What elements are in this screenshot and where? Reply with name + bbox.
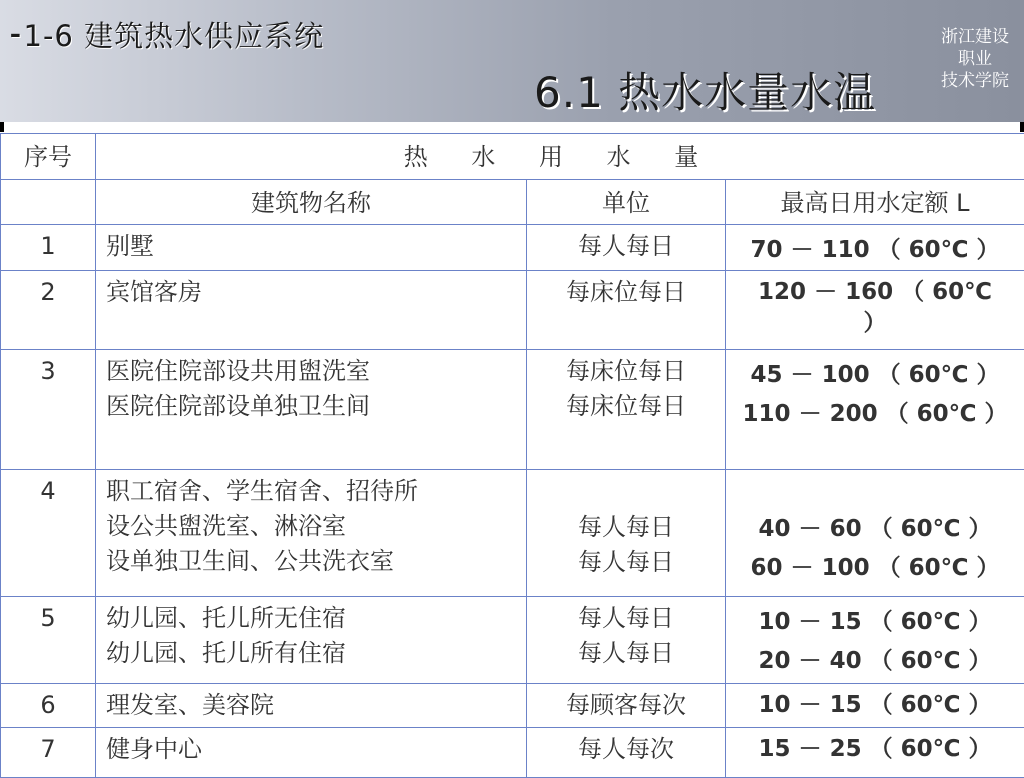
empty-cell (1, 180, 96, 225)
quota (726, 470, 1024, 597)
school-name-line: 技术学院 (930, 70, 1020, 92)
row-no: 1 (1, 225, 96, 271)
unit (527, 350, 726, 470)
building-name-line: 理发室、美容院 (106, 688, 526, 723)
quota-line: 20 － 40 （ 60℃ ） (726, 642, 1024, 681)
section-title: 6.1 热水水量水温 (534, 60, 876, 120)
building-name (96, 225, 527, 271)
quota (726, 225, 1024, 271)
quota-line: ） (726, 308, 1024, 339)
quota (726, 684, 1024, 728)
quota-line: 45 － 100 （ 60℃ ） (726, 356, 1024, 395)
building-name-line: 幼儿园、托儿所有住宿 (106, 636, 526, 671)
table-header-row (1, 134, 1024, 180)
unit-line: 每人每日 (527, 229, 725, 264)
building-name (96, 728, 527, 778)
unit (527, 597, 726, 684)
quota-line: 120 － 160 （ 60℃ (726, 277, 1024, 308)
building-name-line: 宾馆客房 (106, 275, 526, 310)
header-no: 序号 (1, 134, 96, 180)
table-row (1, 684, 1024, 728)
table-subheader-row (1, 180, 1024, 225)
unit (527, 728, 726, 778)
unit-line: 每人每日 (527, 510, 725, 545)
row-no: 7 (1, 728, 96, 778)
quota-line: 110 － 200 （ 60℃ ） (726, 395, 1024, 434)
building-name-line: 设公共盥洗室、淋浴室 (106, 509, 526, 544)
unit-line: 每人每次 (527, 732, 725, 767)
slide-header (0, 0, 1024, 122)
quota-line: 40 － 60 （ 60℃ ） (726, 510, 1024, 549)
building-name-line: 别墅 (106, 229, 526, 264)
quota-line: 60 － 100 （ 60℃ ） (726, 549, 1024, 588)
building-name-line: 设单独卫生间、公共洗衣室 (106, 544, 526, 579)
unit-line: 每人每日 (527, 601, 725, 636)
building-name (96, 350, 527, 470)
table-row (1, 728, 1024, 778)
col-building-name: 建筑物名称 (96, 180, 527, 225)
building-name-line: 幼儿园、托儿所无住宿 (106, 601, 526, 636)
hot-water-quota-table (0, 133, 1024, 778)
unit-line: 每人每日 (527, 545, 725, 580)
quota (726, 350, 1024, 470)
col-unit: 单位 (527, 180, 726, 225)
quota-line: 10 － 15 （ 60℃ ） (726, 603, 1024, 642)
building-name (96, 271, 527, 350)
unit (527, 225, 726, 271)
building-name (96, 470, 527, 597)
row-no: 3 (1, 350, 96, 470)
row-no: 2 (1, 271, 96, 350)
quota (726, 728, 1024, 778)
building-name (96, 684, 527, 728)
chapter-title: ⁃1-6 建筑热水供应系统 (8, 14, 324, 55)
building-name-line: 医院住院部设单独卫生间 (106, 389, 526, 424)
quota-line: 70 － 110 （ 60℃ ） (726, 231, 1024, 270)
school-name-line: 职业 (930, 48, 1020, 70)
row-no: 6 (1, 684, 96, 728)
divider (0, 122, 4, 132)
quota-line: 15 － 25 （ 60℃ ） (726, 730, 1024, 769)
unit (527, 684, 726, 728)
col-quota: 最高日用水定额 L (726, 180, 1024, 225)
table-row (1, 470, 1024, 597)
unit-line: 每顾客每次 (527, 688, 725, 723)
table-row (1, 225, 1024, 271)
building-name (96, 597, 527, 684)
quota (726, 597, 1024, 684)
unit-line: 每床位每日 (527, 389, 725, 424)
quota (726, 271, 1024, 350)
divider (1020, 122, 1024, 132)
unit-line: 每床位每日 (527, 275, 725, 310)
unit-line: 每床位每日 (527, 354, 725, 389)
unit-line: 每人每日 (527, 636, 725, 671)
table-row (1, 597, 1024, 684)
unit (527, 470, 726, 597)
table-row (1, 350, 1024, 470)
building-name-line: 医院住院部设共用盥洗室 (106, 354, 526, 389)
school-name (930, 26, 1020, 92)
unit (527, 271, 726, 350)
header-title: 热 水 用 水 量 (404, 143, 717, 171)
header-title-cell (96, 134, 1024, 180)
building-name-line: 职工宿舍、学生宿舍、招待所 (106, 474, 526, 509)
row-no: 5 (1, 597, 96, 684)
building-name-line: 健身中心 (106, 732, 526, 767)
row-no: 4 (1, 470, 96, 597)
quota-line: 10 － 15 （ 60℃ ） (726, 686, 1024, 725)
school-name-line: 浙江建设 (930, 26, 1020, 48)
table-row (1, 271, 1024, 350)
